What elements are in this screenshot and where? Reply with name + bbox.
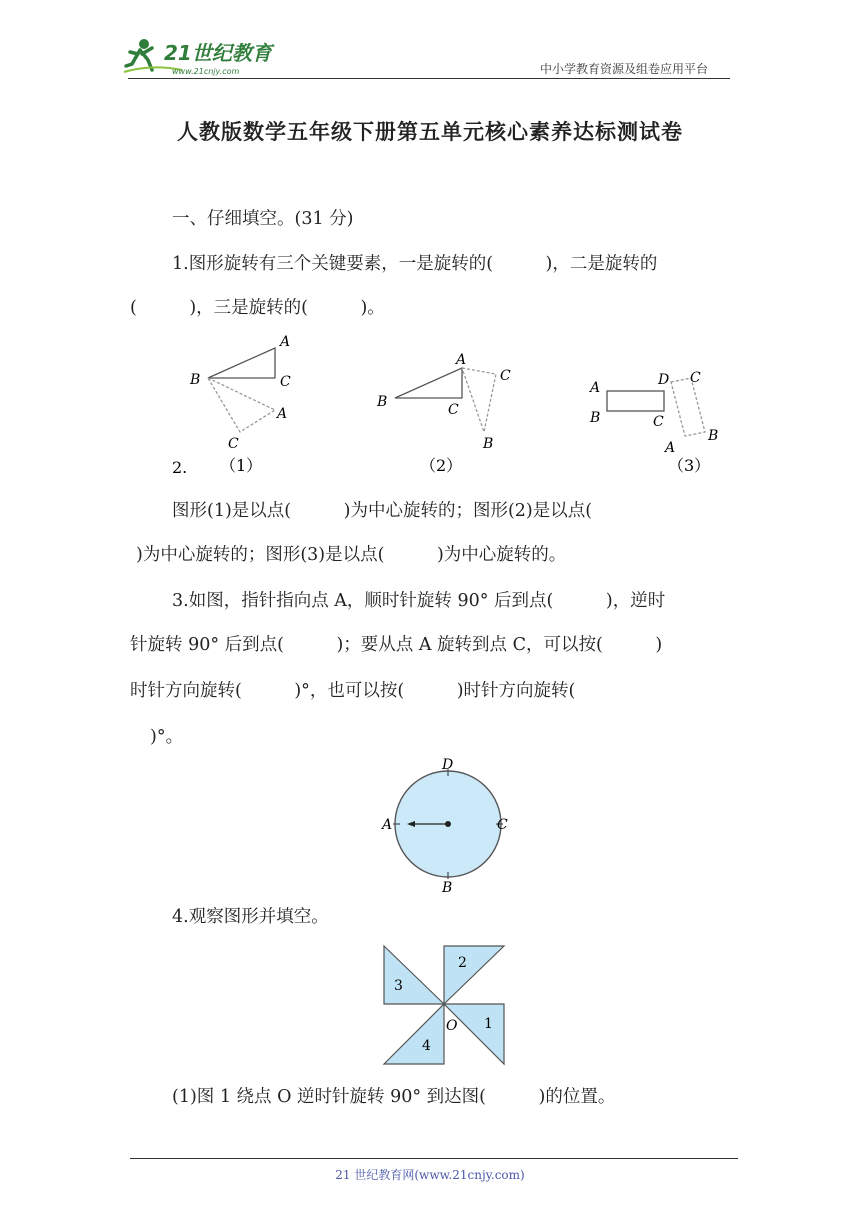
clock-label-right: C [497,817,508,833]
fig2-label-c: C [448,402,459,418]
site-logo [122,34,292,78]
fig2-label-b: B [377,394,388,410]
pinwheel-piece-1 [444,1004,504,1064]
question-1-line-1: 1.图形旋转有三个关键要素，一是旋转的( )，二是旋转的 [172,254,658,274]
question-3-line-4: )°。 [150,727,184,747]
question-3-line-2: 针旋转 90° 后到点( )；要从点 A 旋转到点 C，可以按( ) [130,635,663,655]
section-heading: 一、仔细填空。(31 分) [172,209,354,229]
footer-divider [130,1158,738,1159]
fig2-label-c-rot: C [500,368,511,384]
piece-label-1: 1 [484,1016,493,1032]
pinwheel-figure [380,940,512,1070]
fig2-label-b-rot: B [483,436,494,452]
fig2-label-a: A [456,352,467,368]
figure-1-triangles [189,334,291,452]
clock-label-left: A [382,817,393,833]
question-3-line-1: 3.如图，指针指向点 A，顺时针旋转 90° 后到点( )，逆时 [172,591,666,611]
fig3-label-a-rot: A [665,440,676,456]
logo-url: www.21cnjy.com [172,67,240,76]
fig3-label-d: D [658,372,670,388]
fig1-label-a-top: A [280,334,291,350]
piece-label-4: 4 [422,1038,431,1054]
clock-label-top: D [442,757,454,773]
fig1-label-b: B [190,372,201,388]
fig1-label-c-top: C [280,374,291,390]
footer-link[interactable]: 21 世纪教育网(www.21cnjy.com) [335,1168,525,1182]
fig1-label-c-rot: C [228,436,239,452]
figure-2-triangles [376,352,511,452]
fig1-label-a-rot: A [277,406,288,422]
fig3-label-b: B [590,410,601,426]
figure-3-rectangles [588,370,718,456]
piece-label-2: 2 [458,955,467,971]
page-title: 人教版数学五年级下册第五单元核心素养达标测试卷 [177,120,683,144]
clock-label-bottom: B [442,880,453,896]
pinwheel-piece-2 [444,946,504,1004]
fig3-label-a: A [590,380,601,396]
question-1-line-2: ( )，三是旋转的( )。 [130,298,385,318]
question-2-number: 2. [172,458,188,477]
header-tagline: 中小学教育资源及组卷应用平台 [540,62,709,76]
fig3-label-c: C [653,414,664,430]
rotation-figures [172,330,740,480]
fig3-label-c-rot: C [690,370,701,386]
pinwheel-piece-3 [384,946,444,1004]
clock-dial-figure [378,756,518,896]
header-divider [128,78,730,79]
figure-2-caption: （2） [420,456,463,475]
figure-3-caption: （3） [668,456,711,475]
pinwheel-piece-4 [384,1004,444,1064]
question-2-line-2: )为中心旋转的；图形(3)是以点( )为中心旋转的。 [136,545,567,565]
piece-label-3: 3 [394,978,403,994]
logo-text: 21世纪教育 [164,41,272,65]
figure-1-caption: （1） [220,456,263,475]
question-3-line-3: 时针方向旋转( )°，也可以按( )时针方向旋转( [130,681,576,701]
fig3-label-b-rot: B [708,428,719,444]
center-label-o: O [446,1018,458,1034]
question-2-line-1: 图形(1)是以点( )为中心旋转的；图形(2)是以点( [172,501,593,521]
question-4-line-1: 4.观察图形并填空。 [172,907,329,927]
question-4-sub-1: (1)图 1 绕点 O 逆时针旋转 90° 到达图( )的位置。 [172,1087,616,1107]
